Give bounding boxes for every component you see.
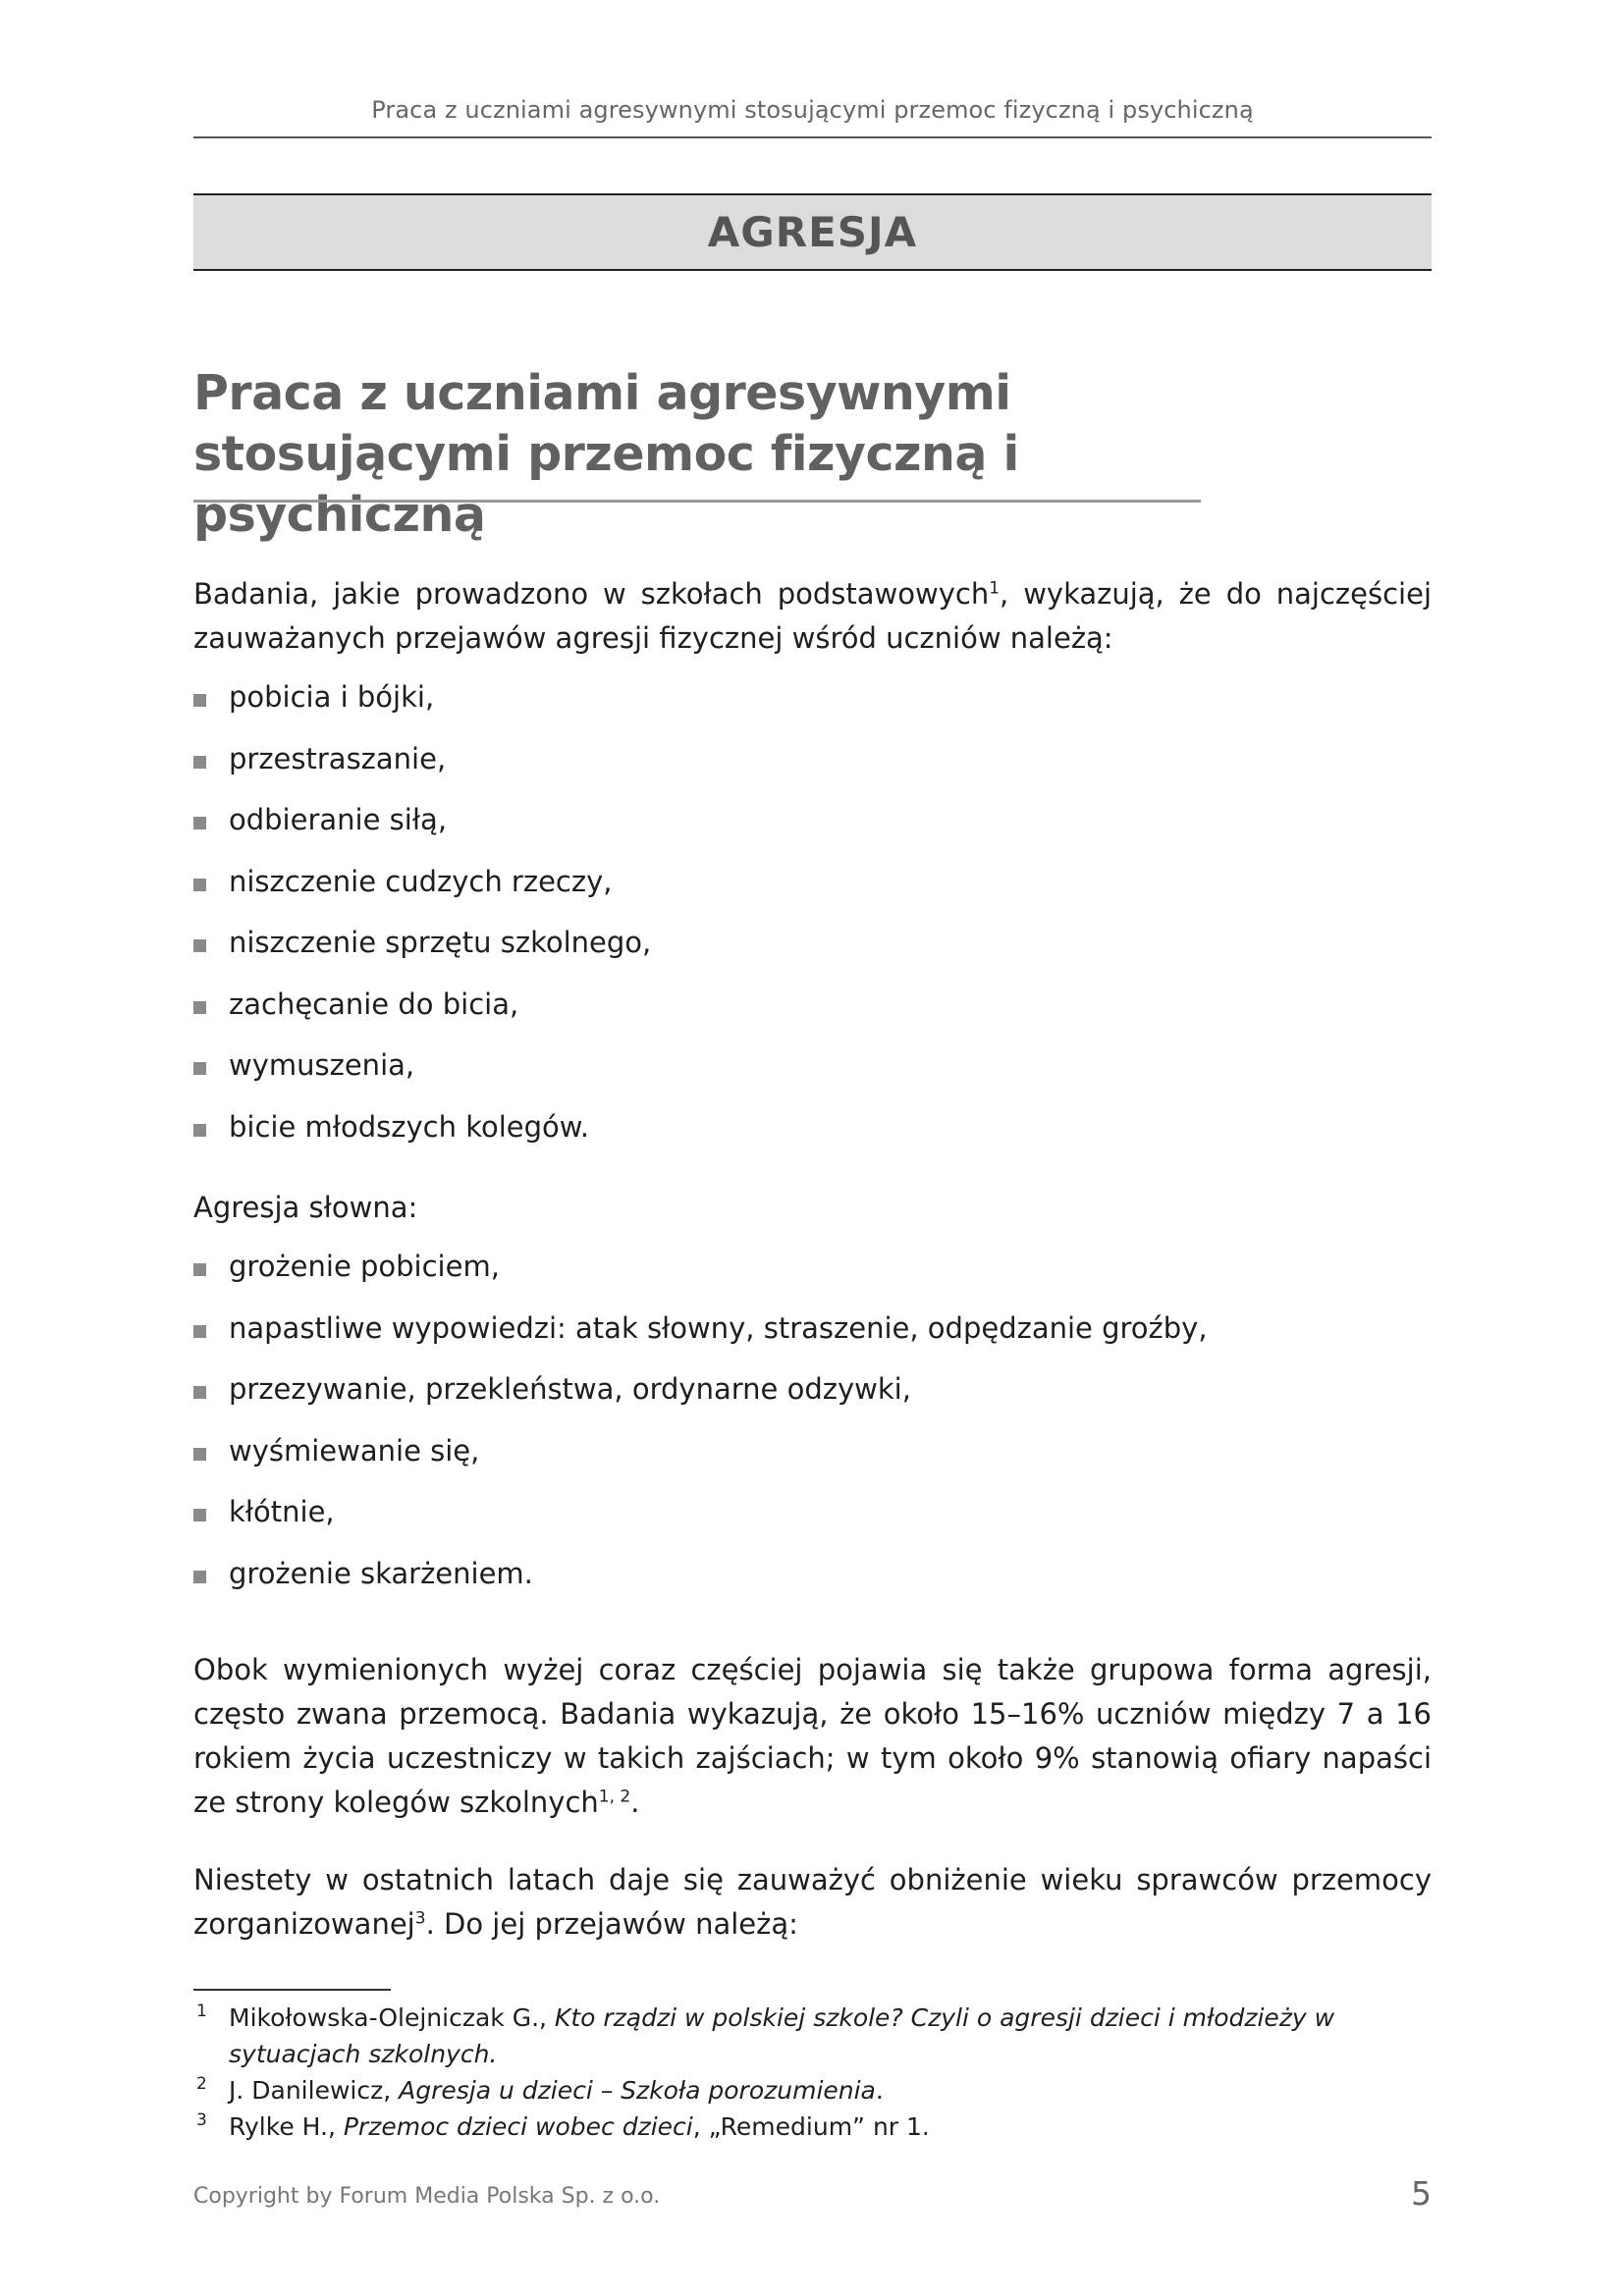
list-item-text: niszczenie cudzych rzeczy, xyxy=(229,864,613,898)
page-title-line-2: stosującymi przemoc fizyczną i psychiczną xyxy=(193,426,1019,543)
intro-paragraph xyxy=(193,572,1432,661)
bullet-square-icon xyxy=(193,879,206,891)
list-item-text: wymuszenia, xyxy=(229,1048,415,1082)
intro-text: Badania, jakie prowadzono w szkołach podstawowych xyxy=(193,577,990,611)
list-item xyxy=(193,923,1432,985)
list-item-text: przestraszanie, xyxy=(229,741,447,775)
list-item-text: grożenie pobiciem, xyxy=(229,1250,500,1283)
list-item xyxy=(193,1308,1432,1370)
section-banner xyxy=(193,193,1432,271)
list-item xyxy=(193,1554,1432,1616)
footnote-ref: 3 xyxy=(414,1908,426,1929)
organized-violence-paragraph xyxy=(193,1858,1432,1947)
list-item xyxy=(193,1107,1432,1169)
paragraph-text-continued: . Do jej przejawów należą: xyxy=(425,1907,798,1941)
running-header: Praca z uczniami agresywnymi stosującymi przemoc fizyczną i psychiczną xyxy=(371,96,1254,124)
list-item xyxy=(193,677,1432,739)
footnote-title: Przemoc dzieci wobec dzieci xyxy=(343,2112,693,2141)
list-item xyxy=(193,800,1432,862)
footnotes xyxy=(193,2000,1432,2145)
footnote-author: J. Danilewicz, xyxy=(229,2076,400,2105)
section-label: AGRESJA xyxy=(707,208,918,256)
list-item-text: grożenie skarżeniem. xyxy=(229,1556,533,1590)
list-item-text: pobicia i bójki, xyxy=(229,680,435,714)
list-item xyxy=(193,1369,1432,1431)
list-item xyxy=(193,1492,1432,1554)
bullet-square-icon xyxy=(193,1001,206,1014)
footnote-3 xyxy=(193,2109,1432,2145)
list-item-text: przezywanie, przekleństwa, ordynarne odzywki, xyxy=(229,1372,911,1406)
paragraph-text: Obok wymienionych wyżej coraz częściej pojawia się także grupowa forma agresji, często zwana przemocą. Badania wykazują, że około 15–16% uczniów między 7 a 16 rokiem życia uczestniczy w takich zajściach; w tym około 9% stanowią ofiary napaści ze strony kolegów szkolnych xyxy=(193,1653,1432,1819)
footnote-ref: 1 xyxy=(989,578,1001,599)
footnote-2 xyxy=(193,2072,1432,2109)
footnote-number: 1 xyxy=(196,2002,207,2021)
page-title xyxy=(193,363,1273,546)
bullet-square-icon xyxy=(193,1386,206,1399)
bullet-square-icon xyxy=(193,1263,206,1276)
verbal-aggression-list xyxy=(193,1247,1432,1615)
bullet-square-icon xyxy=(193,1062,206,1075)
footnote-title: Agresja u dzieci – Szkoła porozumienia xyxy=(399,2076,876,2105)
paragraph-text: Niestety w ostatnich latach daje się zauważyć obniżenie wieku sprawców przemocy zorganizowanej xyxy=(193,1863,1432,1941)
verbal-aggression-heading: Agresja słowna: xyxy=(193,1191,418,1224)
footnote-author: Mikołowska-Olejniczak G., xyxy=(229,2003,555,2032)
page-title-line-1: Praca z uczniami agresywnymi xyxy=(193,365,1011,421)
bullet-square-icon xyxy=(193,756,206,769)
list-item xyxy=(193,862,1432,924)
header-divider xyxy=(193,136,1432,138)
list-item-text: wyśmiewanie się, xyxy=(229,1433,480,1468)
title-underline xyxy=(193,500,1201,503)
footnote-title: Kto rządzi w polskiej szkole? Czyli o agresji dzieci i młodzieży w sytuacjach szkolnych. xyxy=(229,2003,1335,2068)
list-item-text: zachęcanie do bicia, xyxy=(229,987,519,1021)
list-item-text: bicie młodszych kolegów. xyxy=(229,1109,590,1144)
bullet-square-icon xyxy=(193,1448,206,1461)
footnote-divider xyxy=(193,1989,391,1991)
paragraph-end: . xyxy=(630,1786,640,1819)
bullet-square-icon xyxy=(193,817,206,829)
list-item xyxy=(193,1045,1432,1107)
footnote-number: 2 xyxy=(196,2074,207,2094)
list-item-text: napastliwe wypowiedzi: atak słowny, straszenie, odpędzanie groźby, xyxy=(229,1310,1208,1345)
footnote-rest: , „Remedium” nr 1. xyxy=(692,2112,930,2141)
physical-aggression-list xyxy=(193,677,1432,1168)
page-number: 5 xyxy=(1411,2174,1432,2213)
footnote-rest: . xyxy=(875,2076,884,2105)
bullet-square-icon xyxy=(193,1325,206,1338)
list-item-text: niszczenie sprzętu szkolnego, xyxy=(229,926,652,959)
list-item xyxy=(193,985,1432,1046)
list-item xyxy=(193,1247,1432,1308)
list-item-text: kłótnie, xyxy=(229,1495,335,1528)
footnote-ref: 1, 2 xyxy=(598,1787,631,1807)
footnote-1 xyxy=(193,2000,1432,2072)
bullet-square-icon xyxy=(193,1571,206,1583)
list-item xyxy=(193,739,1432,801)
bullet-square-icon xyxy=(193,1124,206,1137)
footer-copyright: Copyright by Forum Media Polska Sp. z o.o. xyxy=(193,2184,661,2209)
footnote-author: Rylke H., xyxy=(229,2112,344,2141)
intro-text-continued: , wykazują, że do najczęściej zauważanych przejawów agresji fizycznej wśród uczniów należą: xyxy=(193,577,1432,655)
list-item xyxy=(193,1431,1432,1493)
list-item-text: odbieranie siłą, xyxy=(229,803,448,836)
group-aggression-paragraph xyxy=(193,1648,1432,1825)
bullet-square-icon xyxy=(193,939,206,952)
footnote-number: 3 xyxy=(196,2110,207,2130)
bullet-square-icon xyxy=(193,1509,206,1522)
bullet-square-icon xyxy=(193,694,206,707)
